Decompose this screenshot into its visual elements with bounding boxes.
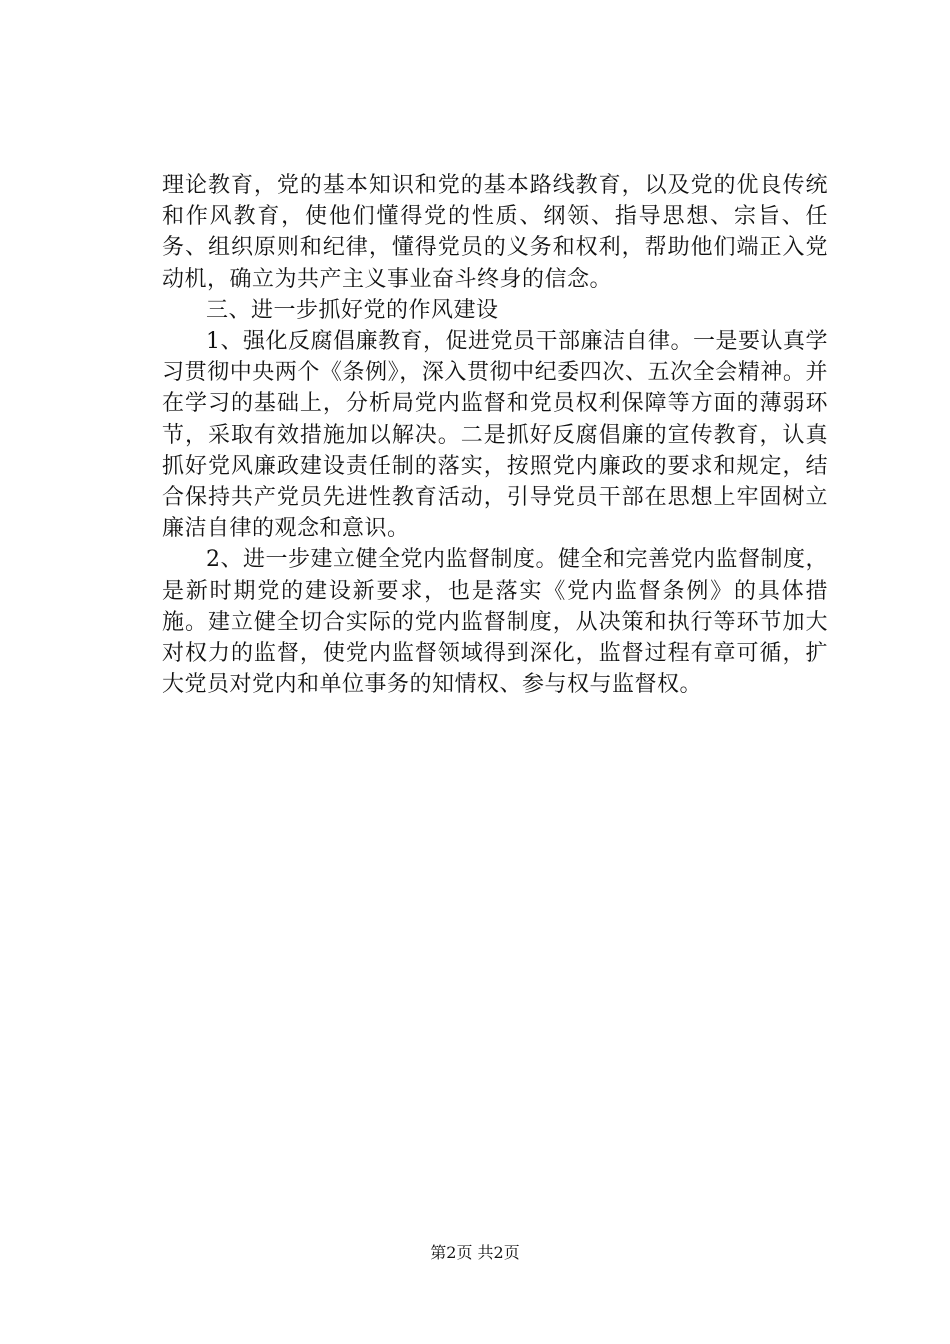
paragraph-item-2: 2、进一步建立健全党内监督制度。健全和完善党内监督制度，是新时期党的建设新要求，也是落实《党内监督条例》的具体措施。建立健全切合实际的党内监督制度，从决策和执行等环节加大对权力的监督，使党内监督领域得到深化，监督过程有章可循，扩大党员对党内和单位事务的知情权、参与权与监督权。 [162,547,828,698]
document-body [162,170,828,700]
paragraph-continuation: 理论教育，党的基本知识和党的基本路线教育，以及党的优良传统和作风教育，使他们懂得党的性质、纲领、指导思想、宗旨、任务、组织原则和纪律，懂得党员的义务和权利，帮助他们端正入党动机，确立为共产主义事业奋斗终身的信念。 [162,173,828,292]
paragraph-item-1: 1、强化反腐倡廉教育，促进党员干部廉洁自律。一是要认真学习贯彻中央两个《条例》，深入贯彻中纪委四次、五次全会精神。并在学习的基础上，分析局党内监督和党员权利保障等方面的薄弱环节，采取有效措施加以解决。二是抓好反腐倡廉的宣传教育，认真抓好党风廉政建设责任制的落实，按照党内廉政的要求和规定，结合保持共产党员先进性教育活动，引导党员干部在思想上牢固树立廉洁自律的观念和意识。 [162,329,828,542]
page-number-footer: 第2页 共2页 [430,1243,520,1262]
section-heading: 三、进一步抓好党的作风建设 [206,297,499,323]
